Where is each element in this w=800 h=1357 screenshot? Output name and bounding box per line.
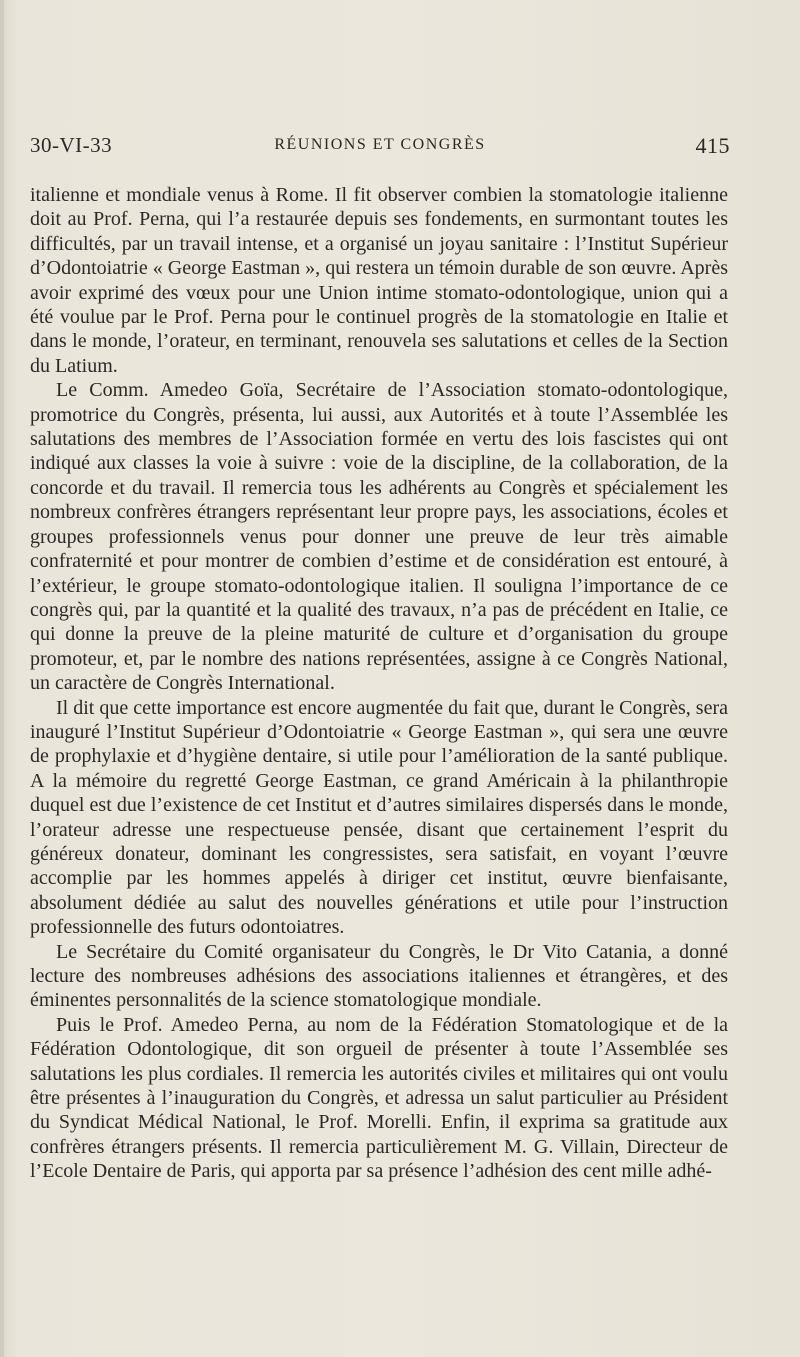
running-header [30,133,730,163]
paragraph-4: Le Secrétaire du Comité organisateur du Congrès, le Dr Vito Catania, a donné lecture des nombreuses adhésions des associations italiennes et étrangères, et des éminentes personnalités de la science stomatologique mondiale. [30,940,728,1012]
paragraph-3: Il dit que cette importance est encore augmentée du fait que, durant le Congrès, sera inauguré l’Institut Supérieur d’Odontoiatrie « George Eastman », qui sera une œuvre de prophylaxie et d’hygiène dentaire, si utile pour l’amélioration de la santé publique. A la mémoire du regretté George Eastman, ce grand Américain à la philanthropie duquel est due l’existence de cet Institut et d’autres similaires dispersés dans le monde, l’orateur adresse une respectueuse pensée, disant que certainement l’esprit du généreux donateur, dominant les congressistes, sera satisfait, en voyant l’œuvre accomplie par les hommes appelés à diriger cet institut, œuvre bienfaisante, absolument dédiée au salut des nouvelles générations et utile pour l’instruction professionnelle des futurs odontoiatres. [30,696,728,939]
body-text [30,183,728,1184]
paragraph-1: italienne et mondiale venus à Rome. Il fit observer combien la stomatologie italienne doit au Prof. Perna, qui l’a restaurée depuis ses fondements, en surmontant toutes les difficultés, par un travail intense, et a organisé un joyau sanitaire : l’Institut Supérieur d’Odontoiatrie « George Eastman », qui restera un témoin durable de son œuvre. Après avoir exprimé des vœux pour une Union intime stomato-odontologique, union qui a été voulue par le Prof. Perna pour le continuel progrès de la stomatologie en Italie et dans le monde, l’orateur, en terminant, renouvela ses salutations et celles de la Section du Latium. [30,184,728,377]
header-date: 30-VI-33 [30,133,113,157]
paragraph-2: Le Comm. Amedeo Goïa, Secrétaire de l’Association stomato-odontologique, promotrice du Congrès, présenta, lui aussi, aux Autorités et à toute l’Assemblée les salutations des membres de l’Association formée en vertu des lois fascistes qui ont indiqué aux classes la voie à suivre : voie de la discipline, de la collaboration, de la concorde et du travail. Il remercia tous les adhérents au Congrès et spécialement les nombreux confrères étrangers représentant leur propre pays, les associations, écoles et groupes professionnels venus pour donner une preuve de leur très aimable confraternité et pour montrer de combien d’estime et de considération est entouré, à l’extérieur, le groupe stomato-odontologique italien. Il souligna l’importance de ce congrès qui, par la quantité et la qualité des travaux, n’a pas de précédent en Italie, ce qui donne la preuve de la pleine maturité de culture et d’organisation du groupe promoteur, et, par le nombre des nations représentées, assigne à ce Congrès National, un caractère de Congrès International. [30,379,728,695]
page-number: 415 [695,133,730,158]
paragraph-5: Puis le Prof. Amedeo Perna, au nom de la Fédération Stomatologique et de la Fédération Odontologique, dit son orgueil de présenter à toute l’Assemblée ses salutations les plus cordiales. Il remercia les autorités civiles et militaires qui ont voulu être présentes à l’inauguration du Congrès, et adressa un salut particulier au Président du Syndicat Médical National, le Prof. Morelli. Enfin, il exprima sa gratitude aux confrères étrangers présents. Il remercia particulièrement M. G. Villain, Directeur de l’Ecole Dentaire de Paris, qui apporta par sa présence l’adhésion des cent mille adhé- [30,1013,728,1183]
header-title: RÉUNIONS ET CONGRÈS [274,136,486,153]
page-edge-shadow [0,0,4,1357]
